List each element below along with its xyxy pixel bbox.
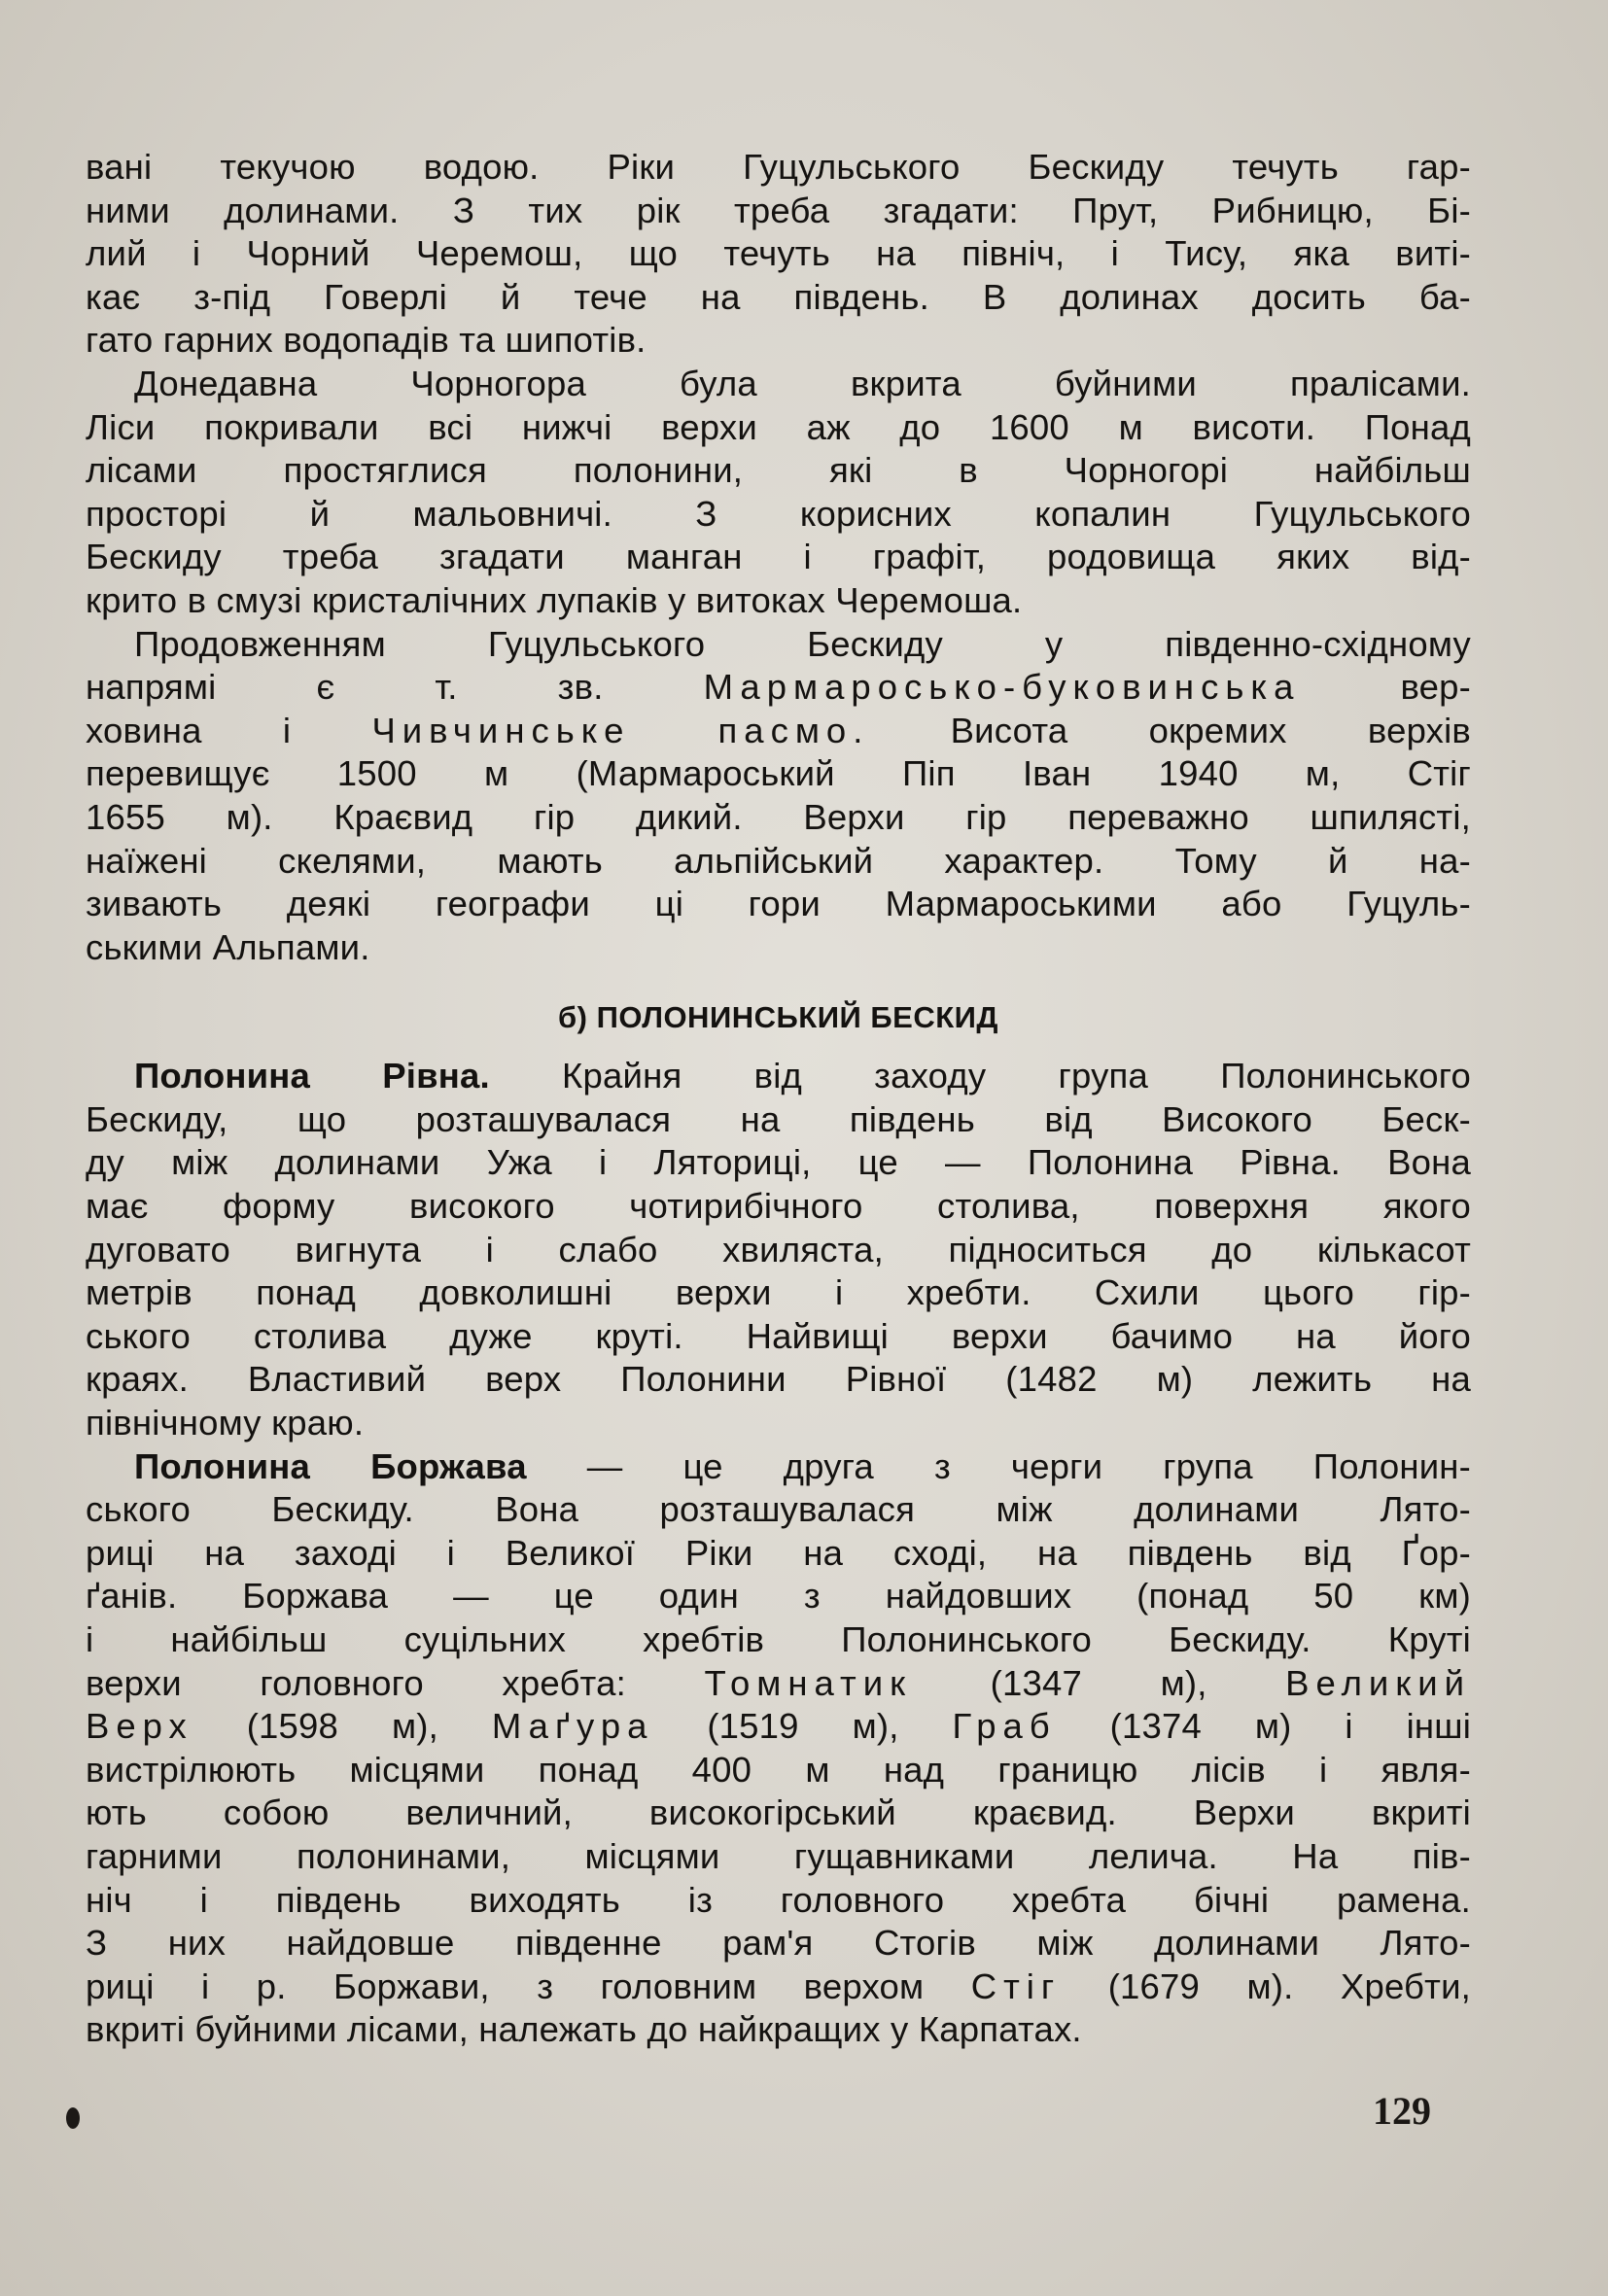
text-line: ського столива дуже круті. Найвищі верхи бачимо на його [86,1315,1471,1356]
spaced-term: Граб [952,1706,1057,1747]
text-line: просторі й мальовничі. З корисних копалин Гуцульського [86,493,1471,534]
spaced-term: Чивчинське пасмо. [371,710,870,750]
section-heading: б) ПОЛОНИНСЬКИЙ БЕСКИД [557,1000,999,1035]
text-line: має форму високого чотирибічного столива, поверхня якого [86,1186,1471,1227]
spaced-term: Стіг [970,1966,1062,2006]
text-line: вкриті буйними лісами, належать до найкращих у Карпатах. [86,2009,1082,2050]
text-line: ними долинами. З тих рік треба згадати: Прут, Рибницю, Бі- [86,190,1471,230]
text-fragment: (1347 м), [990,1662,1207,1703]
text-line [86,1445,1471,1489]
text-line: вані текучою водою. Ріки Гуцульського Бескиду течуть гар- [86,147,1471,187]
text-line: риці на заході і Великої Ріки на сході, на південь від Ґор- [86,1532,1471,1573]
spaced-term: Томнатик [704,1662,913,1703]
paragraph-hutsul-rivers [86,146,1471,363]
text-fragment: (1598 м), [246,1706,438,1747]
text-fragment: — це друга з черги група Полонин- [586,1445,1471,1486]
spaced-term: Великий [1285,1662,1472,1703]
page-number: 129 [1373,2089,1431,2133]
text-fragment: верхи головного хребта: [86,1662,626,1703]
paragraph-marmarosh-highland [86,623,1471,970]
text-line: дуговато вигнута і слабо хвиляста, підноситься до кількасот [86,1229,1471,1270]
text-line [86,1662,1471,1706]
bold-term: Полонина Рівна. [134,1056,490,1096]
text-line: лий і Чорний Черемош, що течуть на північ, і Тису, яка виті- [86,233,1471,274]
text-line [86,1705,1471,1749]
text-line: гато гарних водопадів та шипотів. [86,320,647,361]
text-line: ніч і південь виходять із головного хребта бічні рамена. [86,1879,1471,1920]
text-line [86,1966,1471,2009]
text-fragment: напрямі є т. зв. [86,667,604,708]
text-line: перевищує 1500 м (Мармароський Піп Іван 1940 м, Стіг [86,753,1471,794]
text-line: гарними полонинами, місцями гущавниками лелича. На пів- [86,1835,1471,1876]
text-line: Бескиду, що розташувалася на південь від Високого Беск- [86,1098,1471,1139]
text-line: північному краю. [86,1403,365,1444]
text-line [86,666,1471,710]
text-line: крито в смузі кристалічних лупаків у витоках Черемоша. [86,579,1023,620]
text-line: ґанів. Боржава — це один з найдовших (понад 50 км) [86,1576,1471,1617]
text-line: ськими Альпами. [86,926,370,967]
text-line: зивають деякі географи ці гори Мармароськими або Гуцуль- [86,884,1471,924]
text-line [86,710,1471,753]
text-line: Ліси покривали всі нижчі верхи аж до 1600 м висоти. Понад [86,406,1471,447]
spaced-term: Верх [86,1706,193,1747]
text-line: ду між долинами Ужа і Ляториці, це — Полонина Рівна. Вона [86,1142,1471,1183]
text-line: метрів понад довколишні верхи і хребти. Схили цього гір- [86,1272,1471,1313]
text-line: ють собою величний, високогірський краєвид. Верхи вкриті [86,1792,1471,1833]
paragraph-chornohora-forests [86,363,1471,623]
text-line: краях. Властивий верх Полонини Рівної (1482 м) лежить на [86,1359,1471,1400]
text-fragment: вер- [1400,667,1472,708]
text-fragment: (1679 м). Хребти, [1107,1966,1472,2006]
bold-term: Полонина Боржава [134,1445,527,1486]
text-line: 1655 м). Краєвид гір дикий. Верхи гір переважно шпилясті, [86,796,1471,837]
spaced-term: Мармаросько-буковинська [703,667,1301,708]
text-line: Бескиду треба згадати манган і графіт, родовища яких від- [86,537,1471,577]
text-line: Продовженням Гуцульського Бескиду у південно-східному [134,623,1471,664]
paragraph-polonyna-borzhava [86,1445,1471,2052]
text-line: наїжені скелями, мають альпійський характер. Тому й на- [86,840,1471,881]
page-body [86,146,1471,2052]
text-line: кає з-під Говерлі й тече на південь. В долинах досить ба- [86,276,1471,317]
text-line: З них найдовше південне рам'я Стогів між долинами Лято- [86,1923,1471,1964]
text-line: вистрілюють місцями понад 400 м над границю лісів і явля- [86,1749,1471,1790]
text-fragment: (1374 м) і інші [1109,1706,1472,1747]
text-fragment: риці і р. Боржави, з головним верхом [86,1966,925,2006]
spaced-term: Маґура [491,1706,654,1747]
text-line: лісами простяглися полонини, які в Чорногорі найбільш [86,450,1471,491]
ink-spot [66,2107,80,2129]
text-fragment: Крайня від заходу група Полонинського [562,1056,1471,1096]
text-line: Донедавна Чорногора була вкрита буйними пралісами. [134,363,1471,403]
text-line: і найбільш суцільних хребтів Полонинського Бескиду. Круті [86,1619,1471,1659]
text-fragment: (1519 м), [707,1706,899,1747]
text-line: ського Бескиду. Вона розташувалася між долинами Лято- [86,1489,1471,1530]
paragraph-polonyna-rivna [86,1055,1471,1444]
text-fragment: Висота окремих верхів [950,710,1472,750]
text-line [86,1055,1471,1098]
text-fragment: ховина і [86,710,292,750]
